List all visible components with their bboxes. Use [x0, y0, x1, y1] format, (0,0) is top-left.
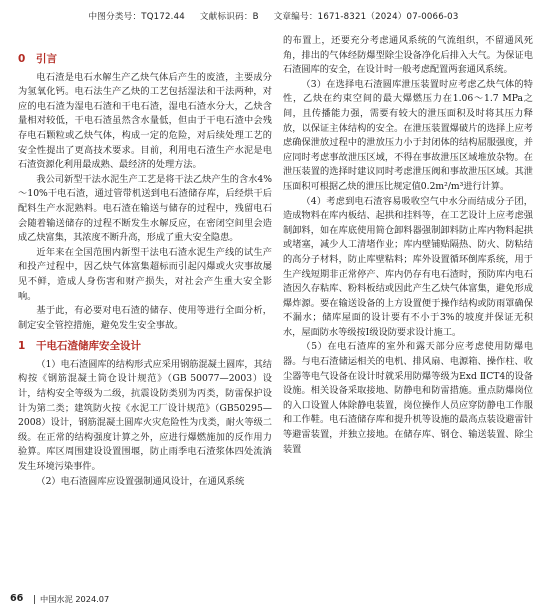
- paragraph: （5）在电石渣库的室外和露天部分应考虑使用防爆电器。与电石渣储运相关的电机、排风扇、电源箱、操作柱、收尘器等电气设备在设计时就采用防爆等级为Exd ⅡCT4的设备设施。相关设备采取接地、防静电和防雷措施。重点防爆岗位的入口设置人体除静电装置，岗位操作人员应穿防静电工作服和工作鞋。电石渣储存库和提升机等设施的最高点装设避雷针等避雷装置，并独立接地。在储存库、钢仓、输送装置、除尘装置: [283, 341, 533, 455]
- paragraph: （3）在选择电石渣圆库泄压装置时应考虑乙炔气体的特性，乙炔在约束空间的最大爆燃压力在1.06～1.7 MPa之间，且传播能力强，需要有较大的泄压面积及时将其压力释放，以保证主体结构的安全。在泄压装置爆破片的选择上应考虑确保泄放过程中的泄放压力小于封闭体的结构屈服强度，并应同时考虑事故泄压区域，不得在事故泄压区域堆放杂物。在泄压装置的选择时建议同时考虑泄压阀和事故泄压区域。其泄压面积可根据乙炔的泄压比规定值0.2m²/m³进行计算。: [283, 78, 533, 192]
- document-code: 文献标识码：B: [199, 12, 259, 22]
- right-column: [283, 34, 533, 457]
- paragraph: 我公司新型干法水泥生产工艺是将干法乙炔产生的含水4%～10%干电石渣，通过管带机送到电石渣储存库，后经烘干后配料生产水泥熟料。电石渣在输送与储存的过程中，残留电石会随着输送储存的过程不断发生水解反应，在密闭空间里会造成乙炔富集，其浓度不断升高，形成了重大安全隐患。: [18, 173, 272, 244]
- page-number: 66: [10, 593, 24, 604]
- section-1-heading: [18, 339, 272, 354]
- section-title: 干电石渣储库安全设计: [36, 340, 141, 353]
- article-number: 文章编号：1671-8321（2024）07-0066-03: [273, 12, 459, 22]
- paragraph: 近年来在全国范围内新型干法电石渣水泥生产线的试生产和投产过程中，因乙炔气体富集超标而引起闪爆或火灾事故屡见不鲜，造成人身伤害和财产损失，对社会产生重大安全影响。: [18, 246, 272, 302]
- section-number: 0: [18, 53, 26, 65]
- clc-number: 中图分类号：TQ172.44: [88, 12, 185, 22]
- footer-divider: [34, 595, 35, 604]
- page-header: [0, 10, 547, 22]
- left-column: [18, 50, 272, 489]
- paragraph: （1）电石渣圆库的结构形式应采用钢筋混凝土圆库，其结构按《钢筋混凝土筒仓设计规范》（GB 50077—2003）设计，结构安全等级为二级，抗震设防类别为丙类，防雷保护设计为第二类；建筑防火按《水泥工厂设计规范》（GB50295—2008）设计，钢筋混凝土圆库火灾危险性为戊类，耐火等级二级。在正常的结构强度计算之外，应进行爆燃施加的反作用力验算。库区周围建设设置围堰，防止雨季电石渣浆体四处流淌发生环境污染事件。: [18, 358, 272, 473]
- paragraph: （4）考虑到电石渣容易吸收空气中水分而结成分子团，造成物料在库内板结、起拱和挂料等，在工艺设计上应考虑强制卸料，如在库底使用简仓卸料器强制卸料防止库内物料起拱或堵塞，减少人工清堵作业；库内壁铺贴隔热、防火、防粘结的高分子材料，防止库壁粘料；库外设置循环倒库系统，用于生产线短期非正常停产、库内仍存有电石渣时，预防库内电石渣因久存粘库、粉料板结或因此产生乙炔气体富集，避免形成爆炸源。要在输送设备的上方设置便于操作结构或防雨罩确保不漏水；储库屋面的设计要有不小于3%的坡度并保证无积水，屋面防水等级按Ⅰ级设防要求设计施工。: [283, 195, 533, 338]
- section-intro-heading: [18, 52, 272, 67]
- paragraph: 的布置上，还要充分考虑通风系统的气流组织，不留通风死角，排出的气体经防爆型除尘设备净化后排入大气。为保证电石渣圆库的安全，在设计时一般考虑配置两套通风系统。: [283, 35, 533, 76]
- section-title: 引言: [36, 53, 57, 65]
- page-footer: [6, 593, 541, 607]
- paragraph: 基于此，有必要对电石渣的储存、使用等进行全面分析，制定安全管控措施，避免发生安全事故。: [18, 305, 272, 331]
- paragraph: 电石渣是电石水解生产乙炔气体后产生的废渣，主要成分为氢氧化钙。电石法生产乙炔的工艺包括湿法和干法两种，对应的电石渣为湿电石渣和干电石渣，湿电石渣水分大，乙炔含量相对较低，干电石渣虽然含水量低，但由于干电石渣中会残存电石颗粒或乙炔气体，构成一定的危险，对后续处理工艺的安全性提出了更高技术要求。目前，利用电石渣生产水泥是电石渣资源化利用最成熟、最经济的处理方法。: [18, 71, 272, 171]
- section-number: 1: [18, 340, 26, 353]
- journal-issue: 中国水泥 2024.07: [40, 594, 110, 604]
- paragraph: （2）电石渣圆库应设置强制通风设计，在通风系统: [36, 475, 245, 487]
